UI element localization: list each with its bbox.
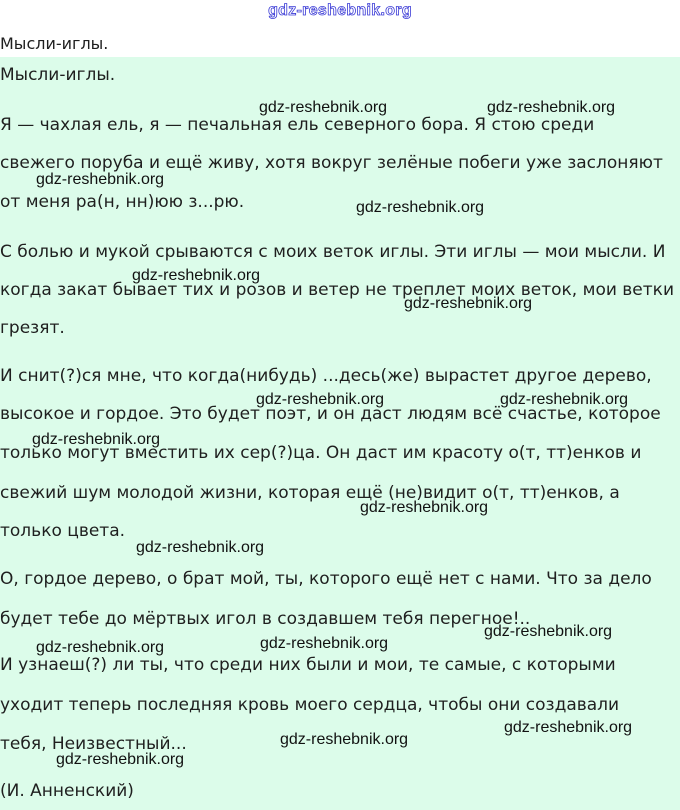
watermark: gdz-reshebnik.org — [256, 391, 385, 408]
watermark: gdz-reshebnik.org — [404, 295, 533, 312]
site-name[interactable]: gdz-reshebnik.org — [268, 2, 412, 19]
text-line: И узнаеш(?) ли ты, что среди них были и мои, те самые, с которыми — [0, 655, 616, 675]
site-header — [0, 0, 680, 24]
watermark: gdz-reshebnik.org — [504, 719, 633, 736]
text-line: И снит(?)ся мне, что когда(нибудь) ...десь(же) вырастет другое дерево, — [0, 366, 652, 386]
text-line: грезят. — [0, 318, 65, 338]
watermark: gdz-reshebnik.org — [36, 639, 165, 656]
watermark: gdz-reshebnik.org — [132, 267, 261, 284]
watermark: gdz-reshebnik.org — [484, 623, 613, 640]
text-author: (И. Анненский) — [0, 781, 134, 801]
watermark: gdz-reshebnik.org — [56, 751, 185, 768]
watermark: gdz-reshebnik.org — [280, 731, 409, 748]
text-line: Я — чахлая ель, я — печальная ель северного бора. Я стою среди — [0, 115, 595, 135]
text-line: О, гордое дерево, о брат мой, ты, которого ещё нет с нами. Что за дело — [0, 569, 652, 589]
text-line: С болью и мукой срываются с моих веток иглы. Эти иглы — мои мысли. И — [0, 242, 666, 262]
watermark: gdz-reshebnik.org — [32, 431, 161, 448]
watermark: gdz-reshebnik.org — [360, 499, 489, 516]
text-line: от меня ра(н, нн)юю з...рю. — [0, 192, 245, 212]
watermark: gdz-reshebnik.org — [36, 171, 165, 188]
text-line: только цвета. — [0, 521, 126, 541]
watermark: gdz-reshebnik.org — [487, 99, 616, 116]
watermark: gdz-reshebnik.org — [136, 539, 265, 556]
text-line: тебя, Неизвестный... — [0, 734, 187, 754]
watermark: gdz-reshebnik.org — [259, 99, 388, 116]
text-line: будет тебе до мёртвых игол в создавшем тебя перегное!.. — [0, 609, 531, 629]
text-line: только могут вместить их сер(?)ца. Он даст им красоту о(т, тт)енков и — [0, 443, 642, 463]
text-line: высокое и гордое. Это будет поэт, и он даст людям всё счастье, которое — [0, 404, 661, 424]
watermark: gdz-reshebnik.org — [260, 635, 389, 652]
exercise-text — [0, 57, 680, 810]
watermark: gdz-reshebnik.org — [500, 391, 629, 408]
page-heading: Мысли-иглы. — [0, 34, 109, 53]
text-line: свежий шум молодой жизни, которая ещё (не)видит о(т, тт)енков, а — [0, 483, 620, 503]
text-line: свежего поруба и ещё живу, хотя вокруг зелёные побеги уже заслоняют — [0, 153, 663, 173]
watermark: gdz-reshebnik.org — [356, 199, 485, 216]
text-title: Мысли-иглы. — [0, 65, 116, 85]
text-line: когда закат бывает тих и розов и ветер не треплет моих веток, мои ветки — [0, 280, 674, 300]
text-line: уходит теперь последняя кровь моего сердца, чтобы они создавали — [0, 695, 620, 715]
